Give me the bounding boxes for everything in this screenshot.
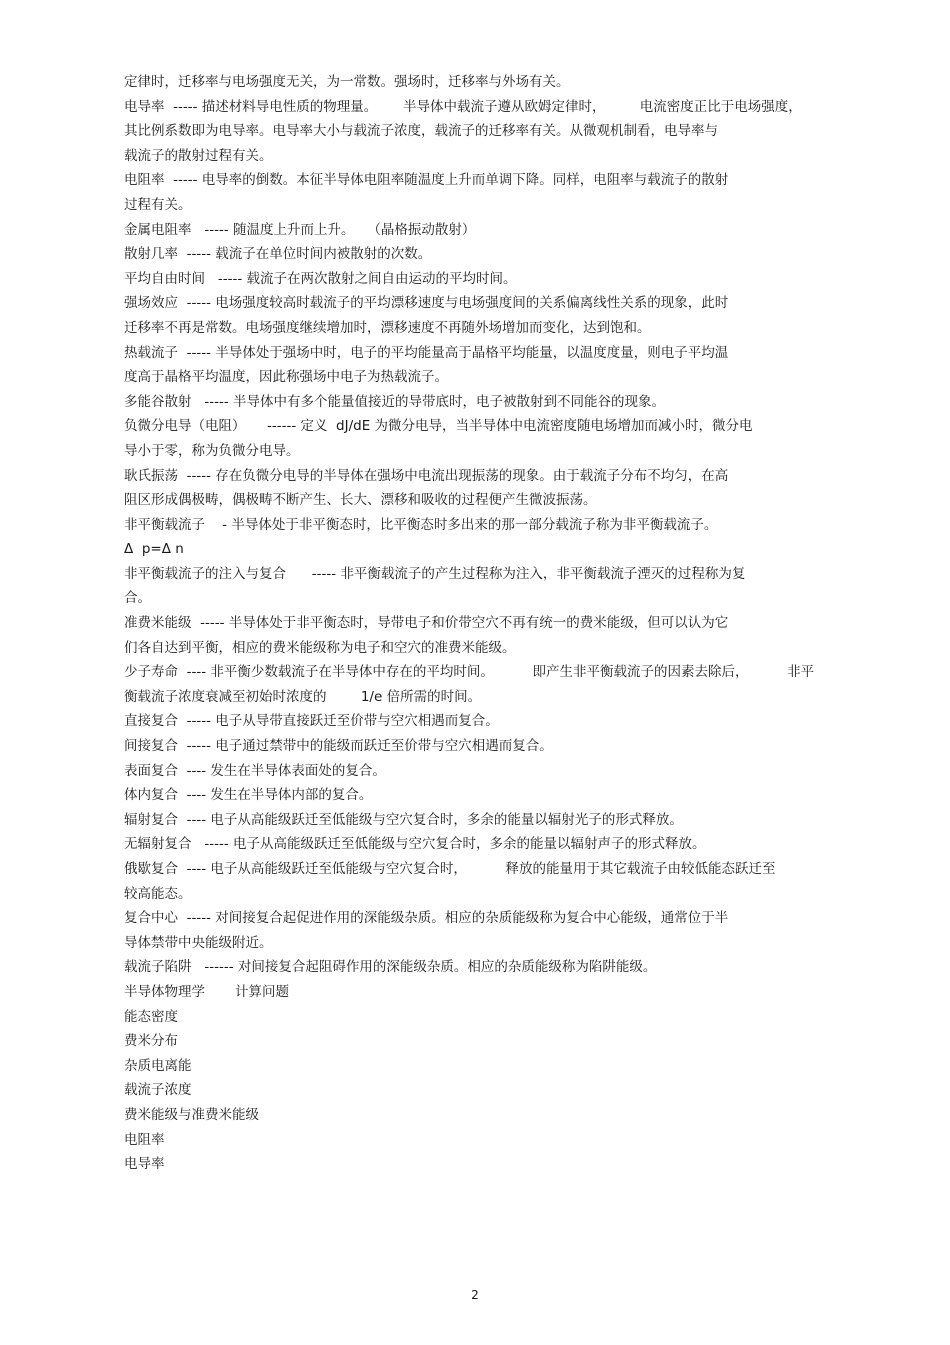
text-line: 载流子陷阱 ------ 对间接复合起阻碍作用的深能级杂质。相应的杂质能级称为陷阱能级。 — [124, 959, 657, 976]
text-line: 载流子的散射过程有关。 — [124, 147, 273, 164]
text-line: 度高于晶格平均温度，因此称强场中电子为热载流子。 — [124, 369, 448, 386]
text-line: 直接复合 ----- 电子从导带直接跃迁至价带与空穴相遇而复合。 — [124, 713, 499, 730]
text-line: 散射几率 ----- 载流子在单位时间内被散射的次数。 — [124, 246, 432, 263]
page-number: 2 — [471, 1288, 479, 1302]
text-line: 过程有关。 — [124, 196, 192, 213]
text-line: 多能谷散射 ----- 半导体中有多个能量值接近的导带底时，电子被散射到不同能谷的现象。 — [124, 393, 666, 410]
text-line: 电导率 ----- 描述材料导电性质的物理量。 半导体中载流子遵从欧姆定律时， 电流密度正比于电场强度， — [124, 98, 802, 115]
text-line: 金属电阻率 ----- 随温度上升而上升。 （晶格振动散射） — [124, 221, 476, 238]
text-line: 准费米能级 ----- 半导体处于非平衡态时，导带电子和价带空穴不再有统一的费米能级，但可以认为它 — [124, 615, 729, 632]
text-line: 非平衡载流子 - 半导体处于非平衡态时，比平衡态时多出来的那一部分载流子称为非平衡载流子。 — [124, 516, 718, 533]
text-line: 负微分电导（电阻） ------ 定义 dJ/dE 为微分电导，当半导体中电流密度随电场增加而减小时，微分电 — [124, 418, 753, 435]
text-line: 间接复合 ----- 电子通过禁带中的能级而跃迁至价带与空穴相遇而复合。 — [124, 738, 553, 755]
text-line: 少子寿命 ---- 非平衡少数载流子在半导体中存在的平均时间。 即产生非平衡载流子的因素去除后， 非平 — [124, 664, 815, 681]
text-line: 半导体物理学 计算问题 — [124, 983, 290, 1000]
text-line: 电导率 — [124, 1156, 165, 1173]
text-line: 其比例系数即为电导率。电导率大小与载流子浓度，载流子的迁移率有关。从微观机制看，电导率与 — [124, 123, 718, 140]
text-line: 复合中心 ----- 对间接复合起促进作用的深能级杂质。相应的杂质能级称为复合中心能级，通常位于半 — [124, 910, 729, 927]
text-line: 电阻率 ----- 电导率的倒数。本征半导体电阻率随温度上升而单调下降。同样，电阻率与载流子的散射 — [124, 172, 729, 189]
text-line: 合。 — [124, 590, 151, 607]
text-line: 表面复合 ---- 发生在半导体表面处的复合。 — [124, 762, 386, 779]
text-line: 阻区形成偶极畴，偶极畴不断产生、长大、漂移和吸收的过程便产生微波振荡。 — [124, 492, 597, 509]
text-line: 杂质电离能 — [124, 1057, 192, 1074]
text-line: 较高能态。 — [124, 885, 192, 902]
text-line: 耿氏振荡 ----- 存在负微分电导的半导体在强场中电流出现振荡的现象。由于载流子分布不均匀，在高 — [124, 467, 729, 484]
text-line: 无辐射复合 ----- 电子从高能级跃迁至低能级与空穴复合时，多余的能量以辐射声子的形式释放。 — [124, 836, 706, 853]
text-line: 导小于零，称为负微分电导。 — [124, 442, 300, 459]
text-line: 费米能级与准费米能级 — [124, 1106, 259, 1123]
text-line: 电阻率 — [124, 1131, 165, 1148]
text-line: 体内复合 ---- 发生在半导体内部的复合。 — [124, 787, 373, 804]
text-line: 辐射复合 ---- 电子从高能级跃迁至低能级与空穴复合时，多余的能量以辐射光子的形式释放。 — [124, 811, 683, 828]
text-line: 衡载流子浓度衰减至初始时浓度的 1/e 倍所需的时间。 — [124, 688, 482, 705]
text-line: 载流子浓度 — [124, 1082, 192, 1099]
text-line: 导体禁带中央能级附近。 — [124, 934, 273, 951]
text-line: 费米分布 — [124, 1033, 178, 1050]
text-line: 强场效应 ----- 电场强度较高时载流子的平均漂移速度与电场强度间的关系偏离线性关系的现象，此时 — [124, 295, 729, 312]
text-line: 俄歇复合 ---- 电子从高能级跃迁至低能级与空穴复合时， 释放的能量用于其它载流子由较低能态跃迁至 — [124, 861, 776, 877]
text-body — [124, 70, 864, 1177]
text-line: 定律时，迁移率与电场强度无关，为一常数。强场时，迁移率与外场有关。 — [124, 74, 570, 90]
text-line: 迁移率不再是常数。电场强度继续增加时，漂移速度不再随外场增加而变化，达到饱和。 — [124, 319, 651, 336]
text-line: 们各自达到平衡，相应的费米能级称为电子和空穴的准费米能级。 — [124, 639, 516, 656]
text-line: 热载流子 ----- 半导体处于强场中时，电子的平均能量高于晶格平均能量，以温度度量，则电子平均温 — [124, 344, 729, 361]
text-line: Δ p=Δ n — [124, 541, 184, 558]
text-line: 平均自由时间 ----- 载流子在两次散射之间自由运动的平均时间。 — [124, 270, 517, 287]
text-line: 非平衡载流子的注入与复合 ----- 非平衡载流子的产生过程称为注入，非平衡载流子湮灭的过程称为复 — [124, 565, 746, 582]
text-line: 能态密度 — [124, 1008, 178, 1025]
